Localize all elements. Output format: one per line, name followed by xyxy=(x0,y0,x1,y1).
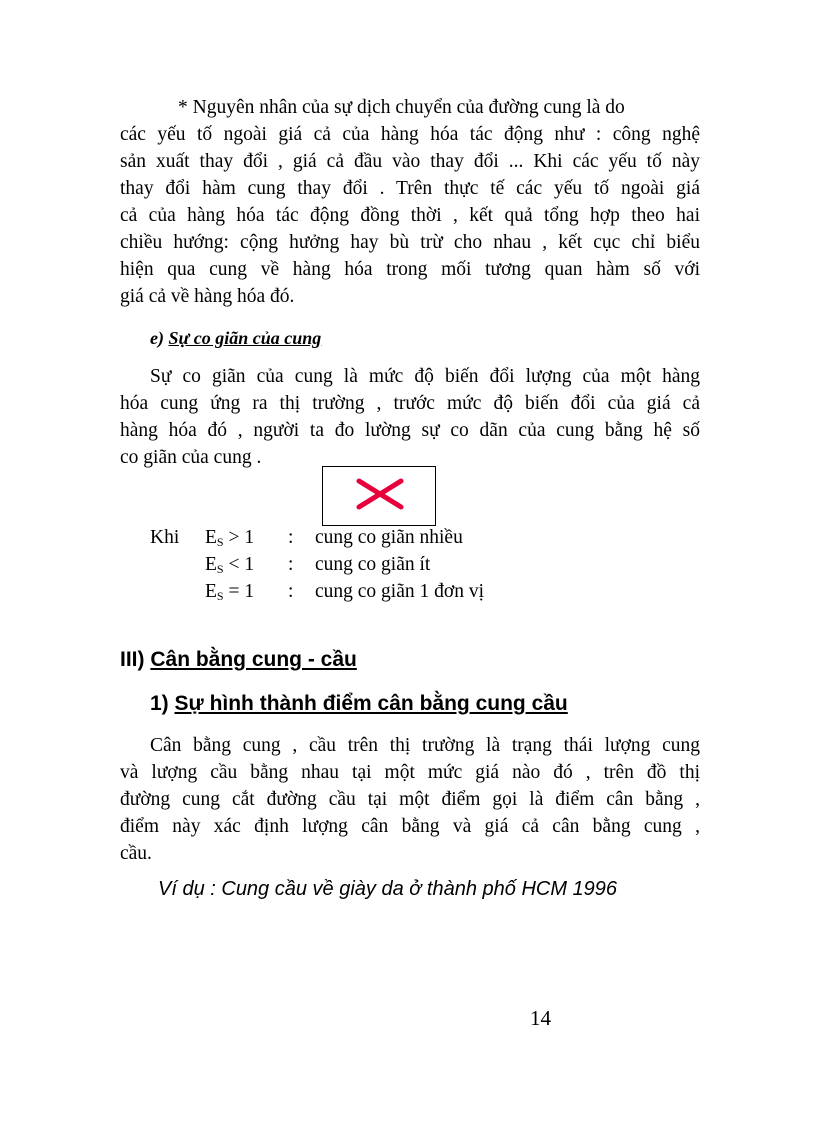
condition-symbol: $E_S = 1$ xyxy=(205,581,255,603)
paragraph-line: Sự co giãn của cung là mức độ biến đổi lượng của một hàng xyxy=(150,366,700,387)
paragraph-line: cả của hàng hóa tác động đồng thời , kết quả tổng hợp theo hai xyxy=(120,205,700,226)
paragraph-line: điểm này xác định lượng cân bằng và giá cả cân bằng cung , xyxy=(120,816,700,837)
paragraph-line: cầu. xyxy=(120,843,152,864)
section-iii-heading xyxy=(120,648,357,672)
paragraph-line: co giãn của cung . xyxy=(120,447,262,468)
paragraph-line: hiện qua cung về hàng hóa trong mối tương quan hàm số với xyxy=(120,259,700,280)
paragraph-line: sản xuất thay đổi , giá cả đầu vào thay đổi ... Khi các yếu tố này xyxy=(120,151,700,172)
section-e-prefix: e) xyxy=(150,328,169,348)
page-number: 14 xyxy=(530,1006,551,1030)
paragraph-line: và lượng cầu bằng nhau tại một mức giá nào đó , trên đồ thị xyxy=(120,762,700,783)
section-e-title: Sự co giãn của cung xyxy=(168,328,322,348)
condition-description: cung co giãn 1 đơn vị xyxy=(315,581,484,602)
subsection-1-heading xyxy=(150,692,568,716)
paragraph-line: giá cả về hàng hóa đó. xyxy=(120,286,295,307)
paragraph-line: * Nguyên nhân của sự dịch chuyển của đường cung là do xyxy=(178,97,625,118)
paragraph-line: hàng hóa đó , người ta đo lường sự co dãn của cung bằng hệ số xyxy=(120,420,700,441)
paragraph-line: hóa cung ứng ra thị trường , trước mức độ biến đổi của giá cả xyxy=(120,393,700,414)
section-iii-title: Cân bằng cung - cầu xyxy=(150,648,357,671)
condition-description: cung co giãn ít xyxy=(315,554,431,575)
section-iii-number: III) xyxy=(120,648,151,671)
formula-image-placeholder xyxy=(322,466,436,526)
paragraph-line: các yếu tố ngoài giá cả của hàng hóa tác động như : công nghệ xyxy=(120,124,700,145)
subsection-1-number: 1) xyxy=(150,692,175,715)
paragraph-line: thay đổi hàm cung thay đổi . Trên thực tế các yếu tố ngoài giá xyxy=(120,178,700,199)
paragraph-line: chiều hướng: cộng hưởng hay bù trừ cho nhau , kết cục chỉ biểu xyxy=(120,232,700,253)
paragraph-line: đường cung cắt đường cầu tại một điểm gọi là điểm cân bằng , xyxy=(120,789,700,810)
section-e-heading xyxy=(150,325,730,351)
condition-symbol: $E_S < 1$ xyxy=(205,554,255,576)
condition-colon: : xyxy=(288,527,294,548)
broken-image-x-icon xyxy=(323,467,435,525)
example-caption: Ví dụ : Cung cầu về giày da ở thành phố HCM 1996 xyxy=(158,878,618,900)
condition-description: cung co giãn nhiều xyxy=(315,527,463,548)
paragraph-line: Cân bằng cung , cầu trên thị trường là trạng thái lượng cung xyxy=(150,735,700,756)
condition-colon: : xyxy=(288,554,294,575)
subsection-1-title: Sự hình thành điểm cân bằng cung cầu xyxy=(174,692,568,715)
conditions-khi: Khi xyxy=(150,527,180,548)
condition-colon: : xyxy=(288,581,294,602)
condition-symbol: $E_S > 1$ xyxy=(205,527,255,549)
